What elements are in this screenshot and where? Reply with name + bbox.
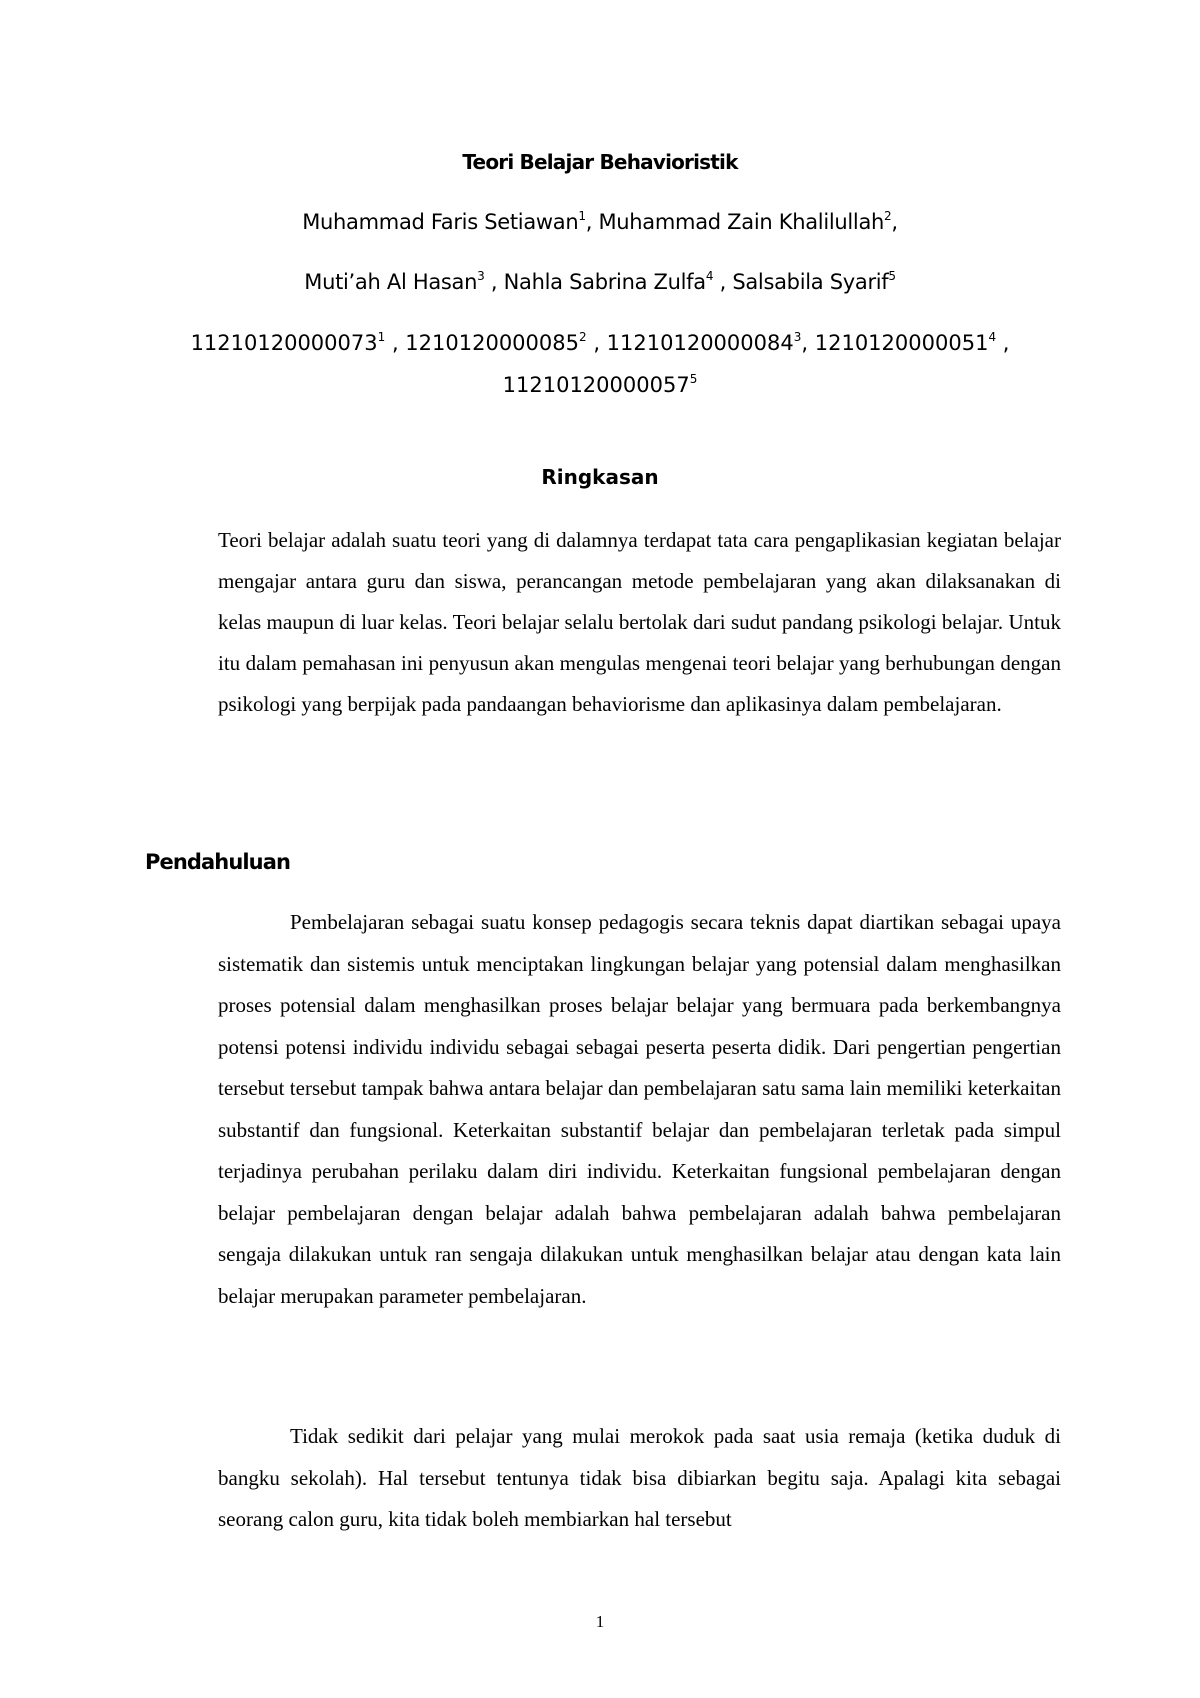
author-name: Salsabila Syarif (732, 270, 889, 294)
author-name: Nahla Sabrina Zulfa (503, 270, 706, 294)
body-paragraph: Tidak sedikit dari pelajar yang mulai merokok pada saat usia remaja (ketika duduk di bangku sekolah). Hal tersebut tentunya tidak bisa dibiarkan begitu saja. Apalagi kita sebagai seorang calon guru, kita tidak boleh membiarkan hal tersebut (218, 1424, 1061, 1531)
author-name: Muti’ah Al Hasan (304, 270, 478, 294)
id-superscript: 3 (793, 330, 802, 344)
student-ids-line-2 (0, 373, 1200, 397)
abstract-heading: Ringkasan (541, 465, 659, 489)
id-superscript: 1 (377, 330, 386, 344)
author-superscript: 4 (705, 269, 714, 283)
author-separator: , (585, 210, 599, 234)
abstract-text: Teori belajar adalah suatu teori yang di dalamnya terdapat tata cara pengaplikasian kegiatan belajar mengajar antara guru dan siswa, perancangan metode pembelajaran yang akan dilaksanakan di kelas maupun di luar kelas. Teori belajar selalu bertolak dari sudut pandang psikologi belajar. Untuk itu dalam pemahasan ini penyusun akan mengulas mengenai teori belajar yang berhubungan dengan psikologi yang berpijak pada pandaangan behaviorisme dan aplikasinya dalam pembelajaran. (218, 528, 1061, 716)
id-superscript: 4 (988, 330, 997, 344)
authors-line-2 (0, 270, 1200, 294)
author-separator: , (484, 270, 504, 294)
author-name: Muhammad Zain Khalilullah (598, 210, 885, 234)
id-separator: , (996, 331, 1010, 355)
student-id: 11210120000073 (190, 331, 378, 355)
id-superscript: 5 (689, 372, 698, 386)
section-heading: Pendahuluan (145, 850, 291, 874)
author-superscript: 3 (477, 269, 485, 283)
author-name: Muhammad Faris Setiawan (302, 210, 579, 234)
authors-line-1 (0, 210, 1200, 234)
body-paragraph: Pembelajaran sebagai suatu konsep pedagogis secara teknis dapat diartikan sebagai upaya sistematik dan sistemis untuk menciptakan lingkungan belajar yang potensial dalam menghasilkan proses potensial dalam menghasilkan proses belajar belajar yang bermuara pada berkembangnya potensi potensi individu individu sebagai sebagai peserta peserta didik. Dari pengertian pengertian tersebut tersebut tampak bahwa antara belajar dan pembelajaran satu sama lain memiliki keterkaitan substantif dan fungsional. Keterkaitan substantif belajar dan pembelajaran terletak pada simpul terjadinya perubahan perilaku dalam diri individu. Keterkaitan fungsional pembelajaran dengan belajar pembelajaran dengan belajar adalah bahwa pembelajaran adalah bahwa pembelajaran sengaja dilakukan untuk ran sengaja dilakukan untuk menghasilkan belajar atau dengan kata lain belajar merupakan parameter pembelajaran. (218, 910, 1061, 1308)
document-title: Teori Belajar Behavioristik (462, 150, 738, 174)
student-ids-line-1 (0, 331, 1200, 355)
page-number: 1 (595, 1612, 605, 1631)
id-separator: , (586, 331, 607, 355)
id-separator: , (385, 331, 406, 355)
author-separator: , (891, 210, 898, 234)
author-separator: , (713, 270, 733, 294)
author-superscript: 5 (888, 269, 896, 283)
id-superscript: 2 (579, 330, 587, 344)
student-id: 1210120000085 (405, 331, 579, 355)
student-id: 11210120000084 (606, 331, 794, 355)
author-superscript: 2 (884, 209, 892, 223)
author-superscript: 1 (578, 209, 586, 223)
student-id: 1210120000051 (814, 331, 989, 355)
student-id: 11210120000057 (502, 373, 690, 397)
id-separator: , (801, 331, 815, 355)
